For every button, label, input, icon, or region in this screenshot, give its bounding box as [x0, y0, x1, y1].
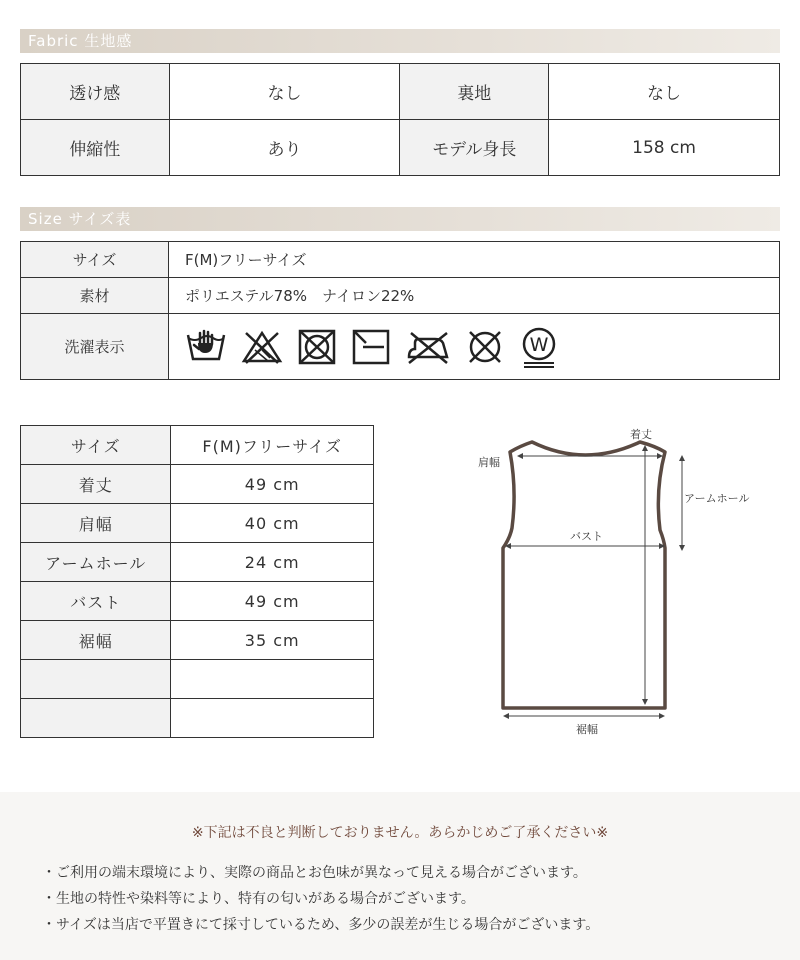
measurement-value: 24 cm — [171, 543, 374, 582]
diagram-bust-label: バスト — [570, 530, 603, 543]
note-line: ・生地の特性や染料等により、特有の匂いがある場合がございます。 — [42, 891, 475, 907]
measurement-label — [21, 699, 171, 738]
measurement-label: バスト — [21, 582, 171, 621]
table-row — [21, 314, 780, 380]
size-label: サイズ — [21, 242, 169, 278]
no-dry-clean-icon — [465, 328, 505, 366]
line-dry-shade-icon — [351, 328, 391, 366]
size-value: F(M)フリーサイズ — [169, 242, 780, 278]
measurement-value: 40 cm — [171, 504, 374, 543]
measurement-value — [171, 699, 374, 738]
fabric-value: 158 cm — [549, 120, 780, 176]
fabric-label: 透け感 — [21, 64, 170, 120]
tank-top-outline — [470, 420, 780, 750]
table-row — [21, 543, 374, 582]
measurement-header-label: サイズ — [21, 426, 171, 465]
fabric-label: モデル身長 — [400, 120, 549, 176]
measurement-value — [171, 660, 374, 699]
wet-clean-letter: W — [529, 333, 549, 356]
table-row — [21, 64, 780, 120]
measurement-label: アームホール — [21, 543, 171, 582]
table-row — [21, 660, 374, 699]
diagram-shoulder-label: 肩幅 — [478, 456, 500, 469]
table-row — [21, 278, 780, 314]
diagram-armhole-label: アームホール — [684, 492, 750, 505]
diagram-hem-label: 裾幅 — [576, 723, 598, 736]
measurement-value: 49 cm — [171, 582, 374, 621]
measurement-value: 35 cm — [171, 621, 374, 660]
fabric-value: あり — [169, 120, 400, 176]
care-icons — [185, 326, 778, 368]
measurement-label: 着丈 — [21, 465, 171, 504]
note-line: ・ご利用の端末環境により、実際の商品とお色味が異なって見える場合がございます。 — [42, 865, 587, 881]
table-row — [21, 120, 780, 176]
diagram-length-label: 着丈 — [630, 428, 652, 441]
table-row — [21, 242, 780, 278]
no-bleach-icon — [241, 329, 283, 365]
no-tumble-dry-icon — [297, 328, 337, 366]
notes-title: ※下記は不良と判断しておりません。あらかじめご了承ください※ — [191, 825, 609, 841]
care-icons-cell — [169, 314, 780, 380]
table-row — [21, 426, 374, 465]
material-value: ポリエステル78% ナイロン22% — [169, 278, 780, 314]
hand-wash-icon — [185, 329, 227, 365]
no-iron-icon — [405, 329, 451, 365]
size-info-table — [20, 241, 780, 380]
care-label: 洗濯表示 — [21, 314, 169, 380]
fabric-section-heading: Fabric 生地感 — [20, 29, 780, 53]
notes-panel — [0, 792, 800, 960]
table-row — [21, 621, 374, 660]
fabric-table — [20, 63, 780, 176]
measurements-table — [20, 425, 374, 738]
material-label: 素材 — [21, 278, 169, 314]
wet-clean-icon — [519, 326, 559, 368]
fabric-label: 伸縮性 — [21, 120, 170, 176]
measurement-value: 49 cm — [171, 465, 374, 504]
table-row — [21, 582, 374, 621]
size-section-heading: Size サイズ表 — [20, 207, 780, 231]
garment-diagram — [470, 420, 780, 750]
fabric-value: なし — [549, 64, 780, 120]
note-line: ・サイズは当店で平置きにて採寸しているため、多少の誤差が生じる場合がございます。 — [42, 917, 600, 933]
fabric-label: 裏地 — [400, 64, 549, 120]
table-row — [21, 465, 374, 504]
fabric-value: なし — [169, 64, 400, 120]
measurement-label: 裾幅 — [21, 621, 171, 660]
table-row — [21, 699, 374, 738]
measurement-label — [21, 660, 171, 699]
measurement-header-value: F(M)フリーサイズ — [171, 426, 374, 465]
measurement-label: 肩幅 — [21, 504, 171, 543]
table-row — [21, 504, 374, 543]
